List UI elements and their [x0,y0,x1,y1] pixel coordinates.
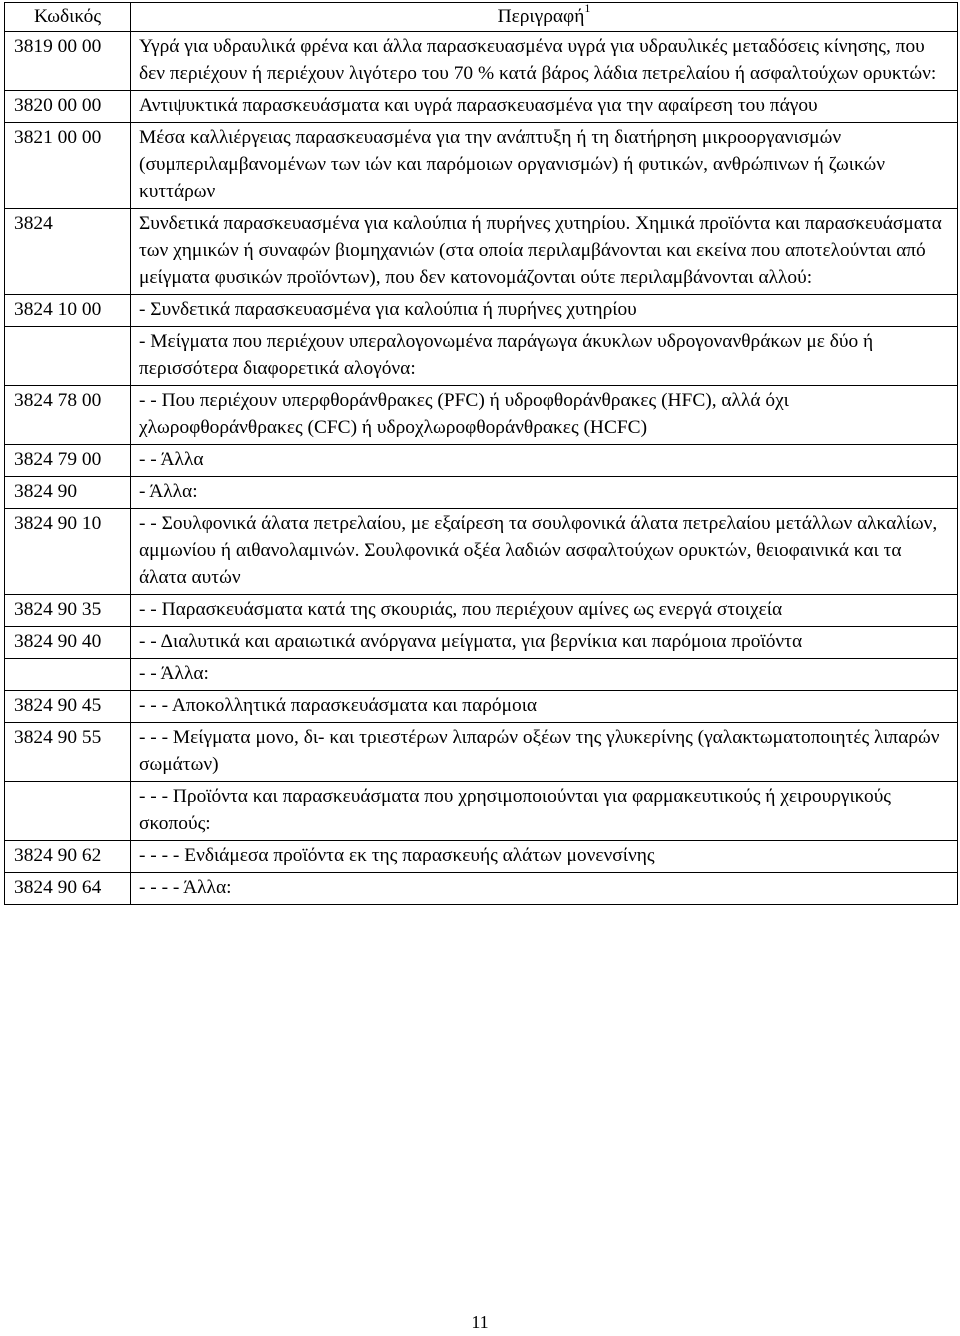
row-description: - - - Προϊόντα και παρασκευάσματα που χρησιμοποιούνται για φαρμακευτικούς ή χειρουργικούς σκοπούς: [131,782,958,841]
table-row [5,782,958,841]
table-row [5,327,958,386]
table-row [5,659,958,691]
header-description [131,0,958,32]
table-body [5,32,958,905]
row-description: - - - Μείγματα μονο, δι- και τριεστέρων λιπαρών οξέων της γλυκερίνης (γαλακτωματοποιητές λιπαρών σωμάτων) [131,723,958,782]
table-row [5,595,958,627]
header-code: Κωδικός [5,3,131,32]
row-description: - - Παρασκευάσματα κατά της σκουριάς, που περιέχουν αμίνες ως ενεργά στοιχεία [131,595,958,627]
table-header-row [5,3,958,32]
table-row [5,445,958,477]
row-description: - Άλλα: [131,477,958,509]
row-code: 3824 79 00 [5,445,131,477]
table-row [5,477,958,509]
row-description: - - Άλλα [131,445,958,477]
footnote-mark: 1 [584,0,591,15]
table-row [5,123,958,209]
row-code: 3824 90 45 [5,691,131,723]
row-code: 3824 90 55 [5,723,131,782]
row-description: - - - Αποκολλητικά παρασκευάσματα και παρόμοια [131,691,958,723]
table-row [5,295,958,327]
row-description: Αντιψυκτικά παρασκευάσματα και υγρά παρασκευασμένα για την αφαίρεση του πάγου [131,91,958,123]
table-row [5,841,958,873]
row-description: - - Που περιέχουν υπερφθοράνθρακες (PFC) ή υδροφθοράνθρακες (HFC), αλλά όχι χλωροφθοράνθρακες (CFC) ή υδροχλωροφθοράνθρακες (HCFC) [131,386,958,445]
row-code: 3819 00 00 [5,32,131,91]
row-code [5,782,131,841]
row-description: - Συνδετικά παρασκευασμένα για καλούπια ή πυρήνες χυτηρίου [131,295,958,327]
table-row [5,691,958,723]
page-number: 11 [471,1312,489,1332]
row-code: 3821 00 00 [5,123,131,209]
row-code: 3824 90 10 [5,509,131,595]
row-code [5,659,131,691]
row-description: Υγρά για υδραυλικά φρένα και άλλα παρασκευασμένα υγρά για υδραυλικές μεταδόσεις κίνησης, που δεν περιέχουν ή περιέχουν λιγότερο του 70 % κατά βάρος λάδια πετρελαίου ή ασφαλτούχων ορυκτών: [131,32,958,91]
row-description: - Μείγματα που περιέχουν υπεραλογονωμένα παράγωγα άκυκλων υδρογονανθράκων με δύο ή περισσότερα διαφορετικά αλογόνα: [131,327,958,386]
row-description: - - Διαλυτικά και αραιωτικά ανόργανα μείγματα, για βερνίκια και παρόμοια προϊόντα [131,627,958,659]
row-code: 3824 90 40 [5,627,131,659]
row-code: 3824 90 64 [5,873,131,905]
row-description: Μέσα καλλιέργειας παρασκευασμένα για την ανάπτυξη ή τη διατήρηση μικροοργανισμών (συμπεριλαμβανομένων των ιών και παρόμοιων οργανισμών) ή φυτικών, ανθρώπινων ή ζωικών κυττάρων [131,123,958,209]
row-description: - - Σουλφονικά άλατα πετρελαίου, με εξαίρεση τα σουλφονικά άλατα πετρελαίου μετάλλων αλκαλίων, αμμωνίου ή αιθανολαμινών. Σουλφονικά οξέα λαδιών ασφαλτούχων ορυκτών, θειοφαινικά και τα άλατα αυτών [131,509,958,595]
row-description: Συνδετικά παρασκευασμένα για καλούπια ή πυρήνες χυτηρίου. Χημικά προϊόντα και παρασκευάσματα των χημικών ή συναφών βιομηχανιών (στα οποία περιλαμβάνονται και εκείνα που αποτελούνται από μείγματα φυσικών προϊόντων), που δεν κατονομάζονται ούτε περιλαμβάνονται αλλού: [131,209,958,295]
row-code [5,327,131,386]
table-row [5,32,958,91]
header-description-label: Περιγραφή [497,6,585,27]
table-row [5,723,958,782]
row-code: 3824 [5,209,131,295]
table-row [5,509,958,595]
table-row [5,209,958,295]
row-description: - - - - Ενδιάμεσα προϊόντα εκ της παρασκευής αλάτων μονενσίνης [131,841,958,873]
row-code: 3824 90 35 [5,595,131,627]
table-row [5,91,958,123]
row-code: 3824 90 62 [5,841,131,873]
row-description: - - - - Άλλα: [131,873,958,905]
table-row [5,873,958,905]
row-code: 3824 90 [5,477,131,509]
row-description: - - Άλλα: [131,659,958,691]
table-row [5,386,958,445]
table-row [5,627,958,659]
row-code: 3824 78 00 [5,386,131,445]
tariff-code-table [4,2,958,905]
row-code: 3820 00 00 [5,91,131,123]
row-code: 3824 10 00 [5,295,131,327]
